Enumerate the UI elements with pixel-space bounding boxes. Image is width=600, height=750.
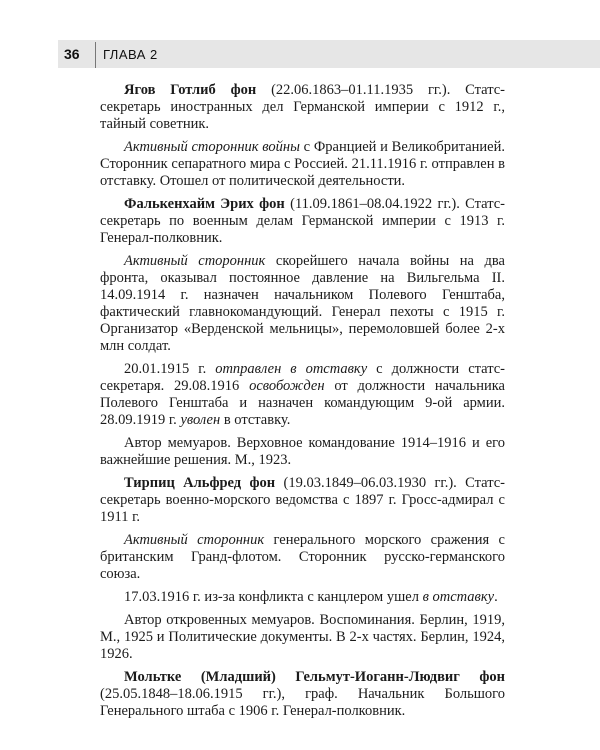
entry-name: Фалькенхайм Эрих фон [124, 196, 285, 212]
header-divider [95, 42, 96, 68]
page-body [100, 82, 505, 726]
paragraph-text: скорейшего начала войны на два фронта, оказывал постоянное давление на Вильгельма II. 14.09.1914 г. назначен начальником Полевого Генштаба, фактический главнокомандующий. Генерал пехоты с 1915 г. Организатор «Верденской мельницы», перемоловшей более 2-х млн солдат. [100, 253, 505, 354]
paragraph-text: с Францией и Великобританией. Сторонник сепаратного мира с Россией. 21.11.1916 г. отправлен в отставку. Отошел от политической деятельности. [100, 139, 506, 189]
paragraph-text: . [494, 589, 498, 605]
entry-head-jagow [100, 82, 505, 133]
running-header [0, 40, 600, 70]
italic-phrase: в отставку [422, 589, 495, 605]
entry-paragraph [100, 361, 505, 429]
entry-paragraph: Автор мемуаров. Верховное командование 1914–1916 и его важнейшие решения. М., 1923. [100, 435, 505, 468]
entry-paragraph [100, 532, 505, 583]
entry-head-tirpitz [100, 475, 505, 526]
entry-paragraph [100, 589, 505, 606]
entry-name: Мольтке (Младший) Гельмут-Иоганн-Людвиг фон [124, 669, 505, 685]
entry-head-text: (19.03.1849–06.03.1930 гг.). Статс-секретарь военно-морского ведомства с 1897 г. Гросс-адмирал с 1911 г. [100, 475, 505, 525]
paragraph-text: в отставку. [220, 412, 291, 428]
entry-name: Тирпиц Альфред фон [124, 475, 276, 491]
entry-head-moltke [100, 669, 505, 720]
italic-phrase: Активный сторонник войны [124, 139, 300, 155]
entry-head-text: (25.05.1848–18.06.1915 гг.), граф. Начальник Большого Генерального штаба с 1906 г. Генерал-полковник. [100, 686, 505, 719]
entry-name: Ягов Готлиб фон [124, 82, 257, 98]
page-number: 36 [64, 46, 80, 62]
paragraph-text: 17.03.1916 г. из-за конфликта с канцлером ушел [124, 589, 423, 605]
paragraph-text: с должности статс-секретаря. 29.08.1916 [100, 361, 505, 394]
paragraph-text: генерального морского сражения с британским Гранд-флотом. Сторонник русско-германского союза. [100, 532, 505, 582]
paragraph-text: от должности начальника Полевого Генштаба и назначен командующим 9-ой армии. 28.09.1919 г. [100, 378, 505, 428]
chapter-title: ГЛАВА 2 [103, 47, 158, 62]
entry-head-text: (11.09.1861–08.04.1922 гг.). Статс-секретарь по военным делам Германской империи с 1913 г. Генерал-полковник. [100, 196, 505, 246]
entry-paragraph [100, 253, 505, 355]
italic-phrase: уволен [180, 412, 221, 428]
entry-paragraph: Автор откровенных мемуаров. Воспоминания. Берлин, 1919, М., 1925 и Политические документы. В 2-х частях. Берлин, 1924, 1926. [100, 612, 505, 662]
entry-paragraph [100, 139, 505, 190]
entry-head-falkenhayn [100, 196, 505, 247]
paragraph-text: 20.01.1915 г. [124, 361, 216, 377]
italic-phrase: отправлен в отставку [215, 361, 368, 377]
italic-phrase: Активный сторонник [124, 253, 266, 269]
italic-phrase: освобожден [249, 378, 325, 394]
italic-phrase: Активный сторонник [124, 532, 265, 548]
entry-head-text: (22.06.1863–01.11.1935 гг.). Статс-секретарь иностранных дел Германской империи с 1912 г., тайный советник. [100, 82, 505, 132]
